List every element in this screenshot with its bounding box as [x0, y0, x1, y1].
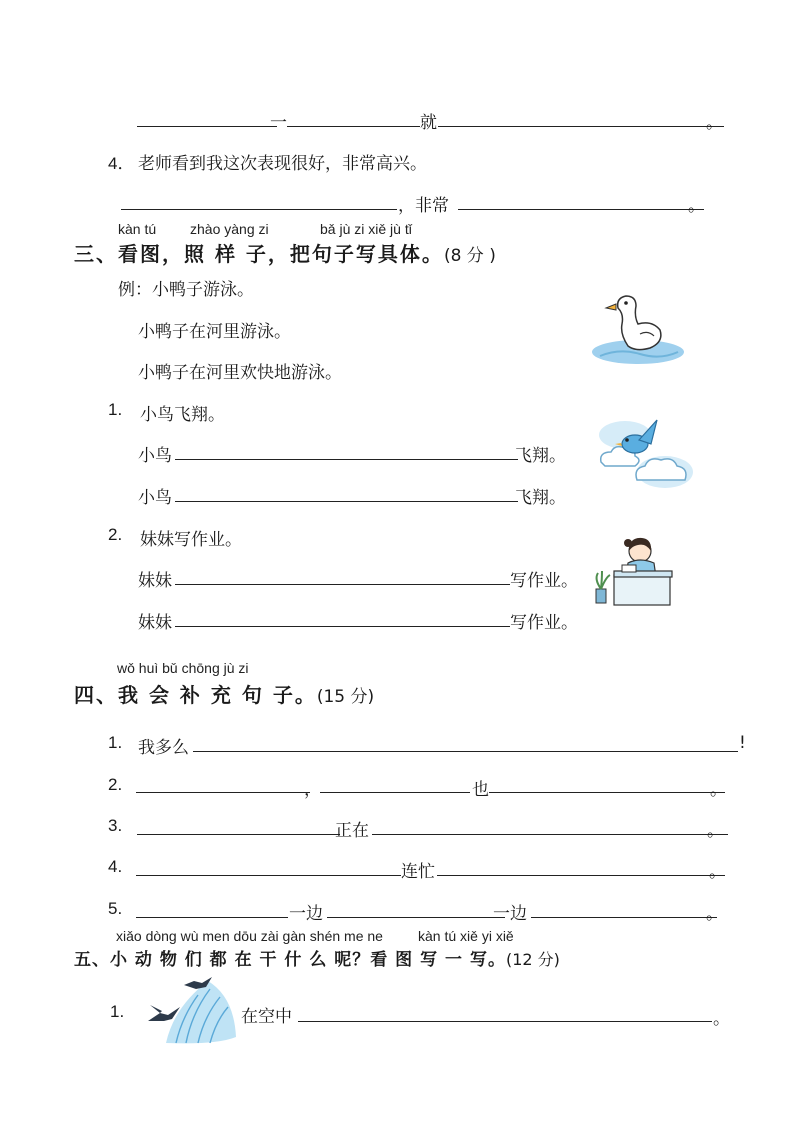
duckling-illustration — [590, 290, 686, 370]
period: 。 — [688, 196, 705, 216]
answer-line[interactable] — [175, 459, 518, 460]
question-number: 1. — [108, 733, 123, 752]
section-title: 五、小 动 物 们 都 在 干 什 么 呢？看 图 写 一 写。(12 分) — [74, 950, 560, 970]
period: 。 — [706, 904, 723, 924]
swallows-illustration — [146, 977, 238, 1045]
answer-line[interactable] — [320, 792, 470, 793]
answer-line[interactable] — [531, 917, 717, 918]
answer-line[interactable] — [437, 875, 725, 876]
answer-line[interactable] — [327, 917, 505, 918]
answer-line[interactable] — [372, 834, 728, 835]
answer-line[interactable] — [489, 792, 725, 793]
question-number: 4． — [108, 154, 135, 173]
example-line: 小鸭子在河里游泳。 — [138, 322, 291, 342]
answer-line[interactable] — [136, 917, 288, 918]
example-label: 例：小鸭子游泳。 — [118, 280, 254, 300]
question-number: 1. — [108, 400, 123, 419]
answer-line[interactable] — [175, 584, 510, 585]
question-number: 2. — [108, 775, 123, 794]
question-text: 妹妹写作业。 — [140, 530, 242, 550]
question-text: 小鸟飞翔。 — [140, 405, 225, 425]
yibian-connector: 一边 — [289, 904, 323, 924]
answer-line[interactable] — [193, 751, 738, 752]
answer-line[interactable] — [175, 626, 510, 627]
example-line: 小鸭子在河里欢快地游泳。 — [138, 363, 342, 383]
yibian-connector: 一边 — [493, 904, 527, 924]
pinyin: wǒ huì bǔ chōng jù zi — [117, 660, 249, 676]
period: 。 — [706, 113, 723, 133]
pinyin: zhào yàng zi — [190, 221, 269, 237]
pinyin: kàn tú — [118, 221, 157, 237]
answer-line[interactable] — [175, 501, 518, 502]
answer-line[interactable] — [458, 209, 704, 210]
sentence-end: 飞翔。 — [515, 446, 566, 466]
sentence-start: 在空中 — [241, 1007, 292, 1027]
question-number: 1. — [110, 1002, 125, 1021]
section-title: 三、看图，照 样 子，把句子写具体。(8 分 ) — [74, 242, 496, 266]
section-score: (8 分 ) — [443, 246, 496, 266]
question-number: 3. — [108, 816, 123, 835]
pinyin: bǎ jù zi xiě jù tǐ — [320, 221, 412, 237]
question-number: 2. — [108, 525, 123, 544]
answer-line[interactable] — [438, 126, 724, 127]
sentence-end: 写作业。 — [510, 613, 578, 633]
period: 。 — [709, 862, 726, 882]
answer-line[interactable] — [137, 126, 277, 127]
bird-illustration — [595, 410, 695, 495]
sentence-start: 妹妹 — [138, 571, 172, 591]
sentence-start: 我多么 — [138, 738, 189, 758]
ye-connector: 也 — [472, 780, 489, 800]
girl-homework-illustration — [592, 533, 674, 608]
answer-line[interactable] — [137, 834, 340, 835]
comma: ， — [304, 780, 321, 800]
feichang-connector: ，非常 — [398, 196, 449, 216]
sentence-end: 写作业。 — [510, 571, 578, 591]
period: 。 — [707, 821, 724, 841]
answer-line[interactable] — [298, 1021, 712, 1022]
section-score: (12 分) — [505, 950, 560, 969]
section-title: 四、我 会 补 充 句 子。(15 分) — [74, 683, 375, 707]
pinyin: xiǎo dòng wù men dōu zài gàn shén me ne — [116, 928, 383, 944]
question-number: 4. — [108, 857, 123, 876]
period: 。 — [710, 780, 727, 800]
question-number: 5. — [108, 899, 123, 918]
exclamation: ! — [739, 733, 746, 753]
answer-line[interactable] — [121, 209, 397, 210]
lianmang-connector: 连忙 — [401, 862, 435, 882]
period: 。 — [713, 1009, 730, 1029]
zhengzai-connector: 正在 — [335, 821, 369, 841]
section-score: (15 分) — [316, 687, 375, 707]
jiu-connector: 就 — [420, 113, 437, 133]
question-text: 老师看到我这次表现很好，非常高兴。 — [138, 154, 427, 174]
sentence-start: 妹妹 — [138, 613, 172, 633]
sentence-start: 小鸟 — [138, 488, 172, 508]
sentence-end: 飞翔。 — [515, 488, 566, 508]
sentence-start: 小鸟 — [138, 446, 172, 466]
answer-line[interactable] — [136, 792, 310, 793]
pinyin: kàn tú xiě yi xiě — [418, 928, 514, 944]
answer-line[interactable] — [136, 875, 401, 876]
yi-connector: 一 — [270, 113, 287, 133]
answer-line[interactable] — [287, 126, 420, 127]
